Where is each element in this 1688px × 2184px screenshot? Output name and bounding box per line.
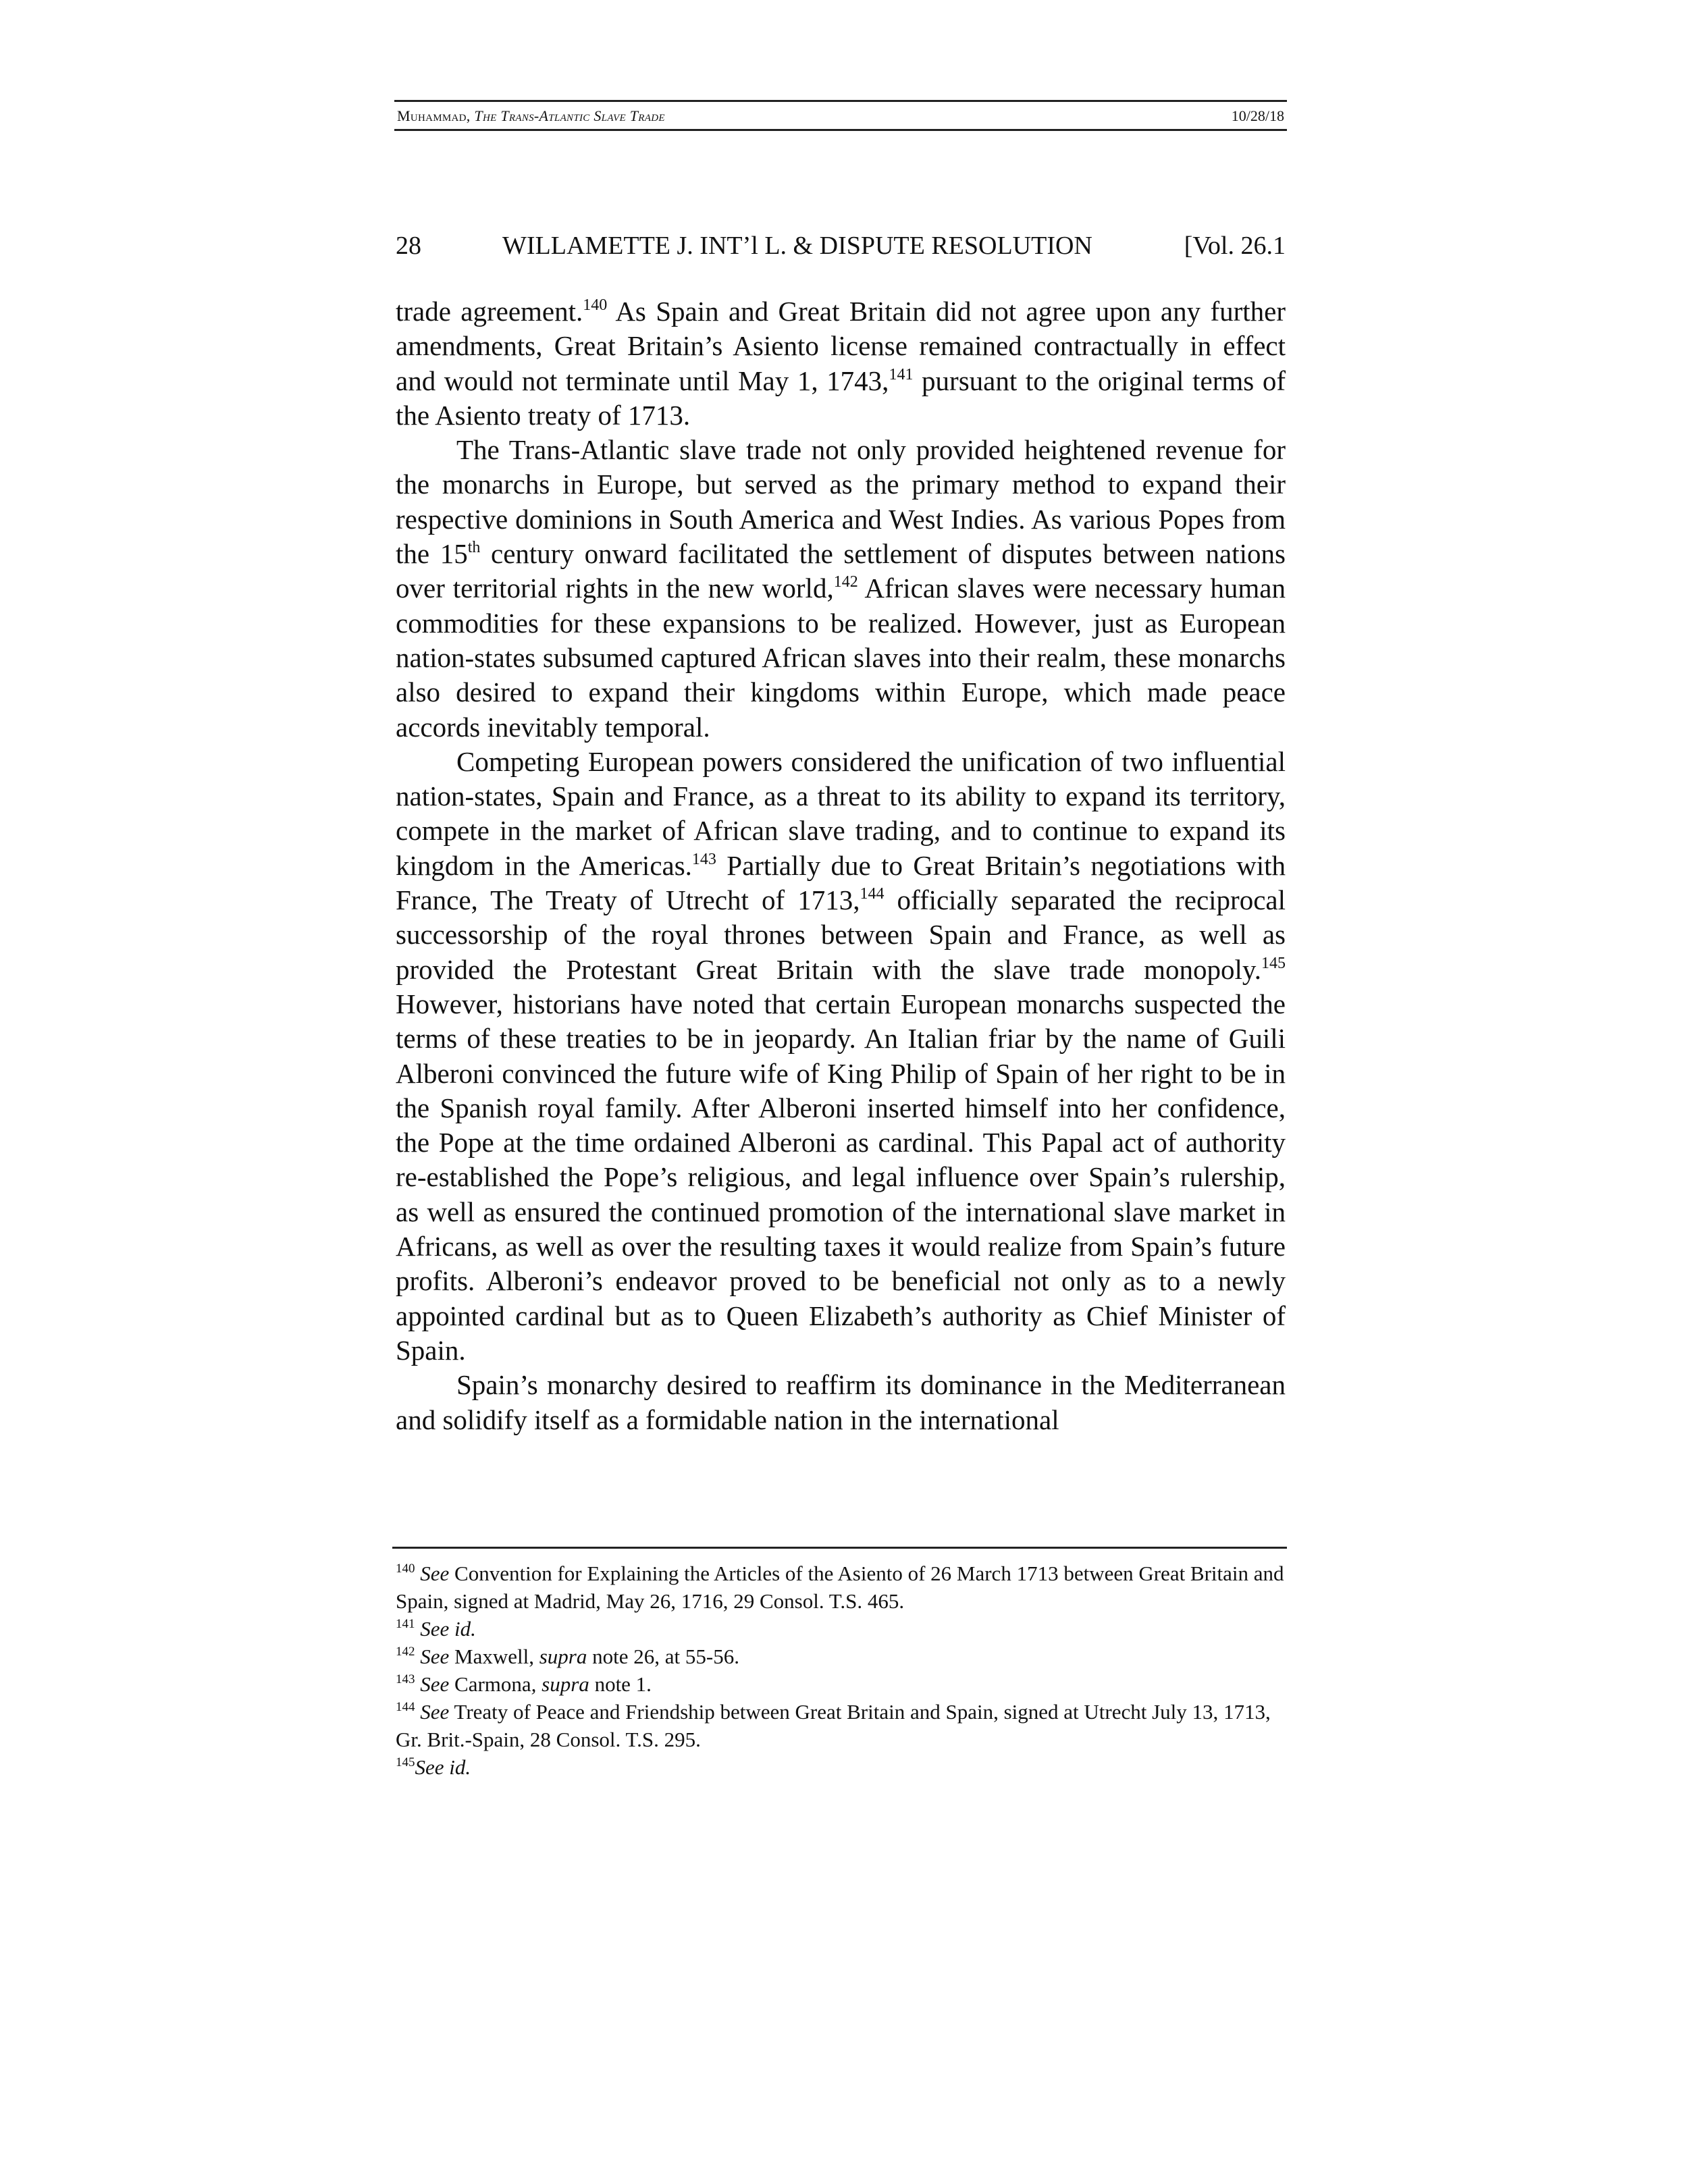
- body-text: [396, 294, 1286, 1437]
- running-head: [394, 100, 1287, 131]
- footnote-ref[interactable]: 142: [833, 573, 858, 591]
- footnote: $^{141}$ See id.: [396, 1617, 476, 1641]
- ordinal-suffix: th: [467, 539, 481, 557]
- footnote: $^{140}$ See Convention for Explaining the Articles of the Asiento of 26 March 1713 between Great Britain and Spain, signed at Madrid, May 26, 1716, 29 Consol. T.S. 465.: [396, 1562, 1284, 1613]
- running-head-date: 10/28/18: [1231, 107, 1284, 124]
- page-header: [396, 227, 1286, 265]
- paragraph: The Trans-Atlantic slave trade not only provided heightened revenue for the monarchs in Europe, but served as the primary method to expand their respective dominions in South America and West Indies. As various Popes from the 15th century onward facilitated the settlement of disputes between nations over territorial rights in the new world,$^{142}$ African slaves were necessary human commodities for these expansions to be realized. However, just as European nation-states subsumed captured African slaves into their realm, these monarchs also desired to expand their kingdoms within Europe, which made peace accords inevitably temporal.: [396, 434, 1286, 743]
- footnote-ref[interactable]: 143: [691, 850, 716, 868]
- footnote-ref[interactable]: 141: [889, 365, 914, 383]
- page-number: 28: [396, 232, 421, 260]
- volume-label: [Vol. 26.1: [1184, 232, 1286, 260]
- footnote-ref[interactable]: 140: [583, 296, 608, 314]
- paragraph: Competing European powers considered the unification of two influential nation-states, Spain and France, as a threat to its ability to expand its territory, compete in the market of African slave trading, and to continue to expand its kingdom in the Americas.$^{143}$ Partially due to Great Britain’s negotiations with France, The Treaty of Utrecht of 1713,$^{144}$ officially separated the reciprocal successorship of the royal thrones between Spain and France, as well as provided the Protestant Great Britain with the slave trade monopoly.$^{145}$ However, historians have noted that certain European monarchs suspected the terms of these treaties to be in jeopardy. An Italian friar by the name of Guili Alberoni convinced the future wife of King Philip of Spain of her right to be in the Spanish royal family. After Alberoni inserted himself into her confidence, the Pope at the time ordained Alberoni as cardinal. This Papal act of authority re-established the Pope’s religious, and legal influence over Spain’s rulership, as well as ensured the continued promotion of the international slave market in Africans, as well as over the resulting taxes it would realize from Spain’s future profits. Alberoni’s endeavor proved to be beneficial not only as to a newly appointed cardinal but as to Queen Elizabeth’s authority as Chief Minister of Spain.: [396, 745, 1286, 1366]
- footnote: $^{142}$ See Maxwell, supra note 26, at 55-56.: [396, 1645, 739, 1668]
- paragraph: trade agreement.$^{140}$ As Spain and Great Britain did not agree upon any further amendments, Great Britain’s Asiento license remained contractually in effect and would not terminate until May 1, 1743,$^{141}$ pursuant to the original terms of the Asiento treaty of 1713.: [396, 296, 1286, 431]
- paragraph: Spain’s monarchy desired to reaffirm its dominance in the Mediterranean and solidify itself as a formidable nation in the international: [396, 1369, 1286, 1435]
- footnote-ref[interactable]: 144: [860, 885, 885, 903]
- running-head-title: Muhammad, The Trans-Atlantic Slave Trade: [397, 107, 665, 124]
- footnote: $^{143}$ See Carmona, supra note 1.: [396, 1672, 652, 1696]
- footnote-ref[interactable]: 145: [1261, 954, 1286, 972]
- footnotes: [396, 1560, 1287, 1781]
- footnote-divider: [392, 1547, 1287, 1549]
- journal-title: WILLAMETTE J. INT’l L. & DISPUTE RESOLUTION: [502, 232, 1092, 260]
- footnote: $^{145}$See id.: [396, 1755, 471, 1779]
- footnote: $^{144}$ See Treaty of Peace and Friendship between Great Britain and Spain, signed at Utrecht July 13, 1713, Gr. Brit.-Spain, 28 Consol. T.S. 295.: [396, 1700, 1271, 1751]
